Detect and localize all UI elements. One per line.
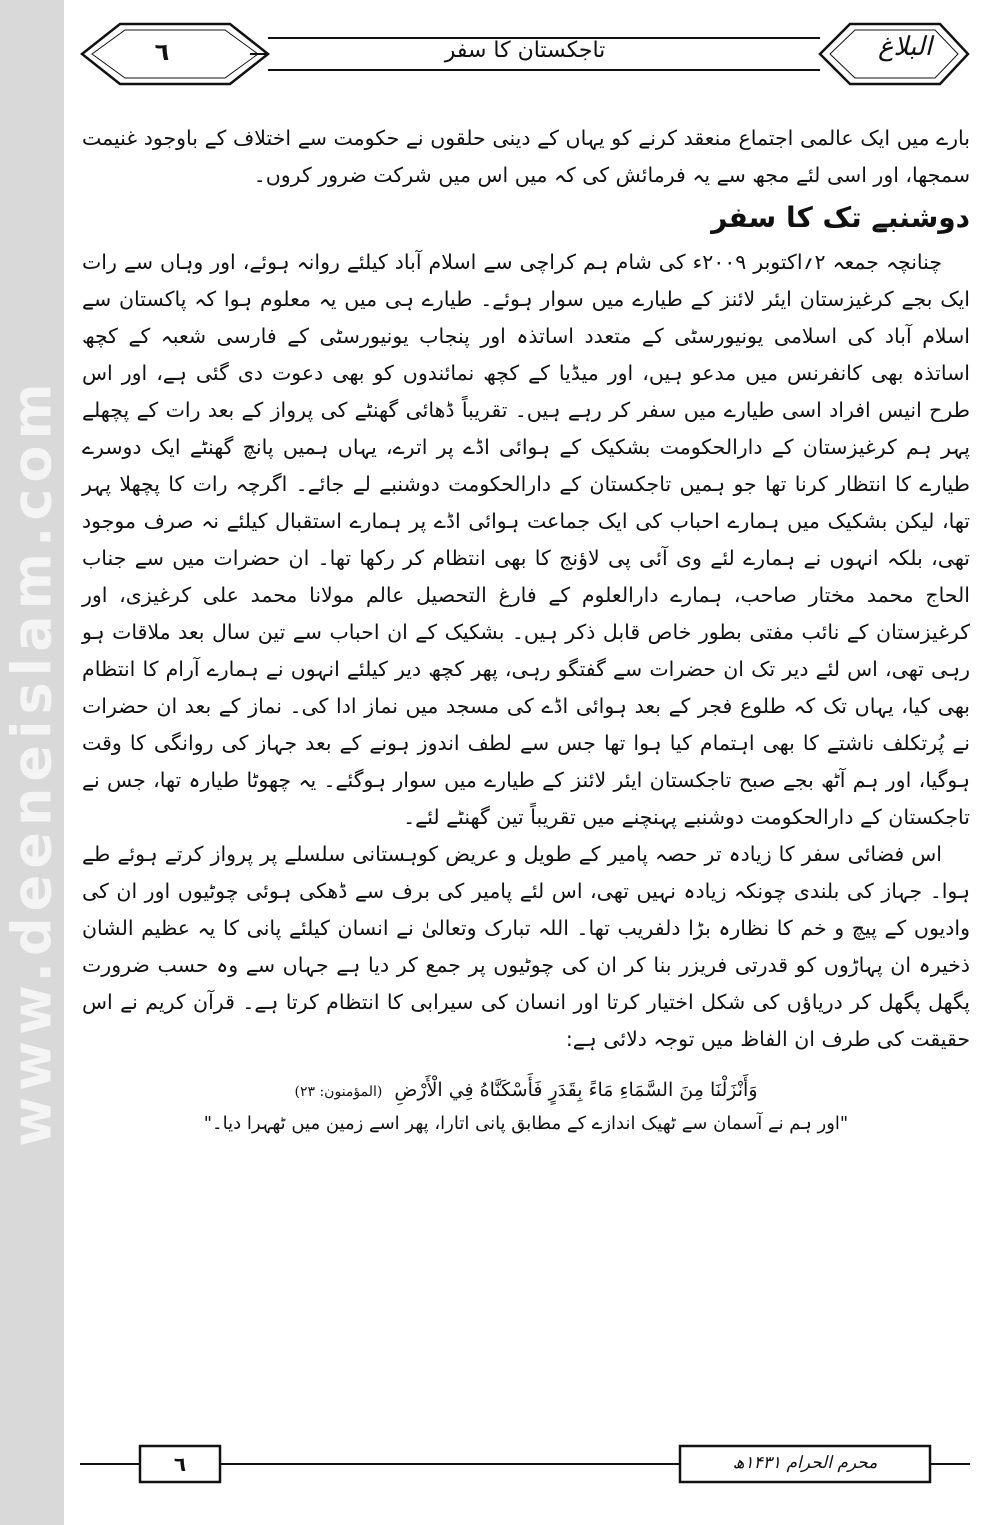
verse-reference: (المؤمنون: ۲۳) bbox=[294, 1084, 383, 1100]
article-body bbox=[82, 120, 970, 1140]
header-title: تاجکستان کا سفر bbox=[444, 38, 606, 63]
watermark-strip bbox=[0, 0, 64, 1525]
page-footer bbox=[80, 1440, 970, 1490]
verse-text: وَأَنْزَلْنَا مِنَ السَّمَاءِ مَاءً بِقَدَرٍ فَأَسْكَنَّاهُ فِي الْأَرْضِ bbox=[394, 1079, 758, 1101]
paragraph-1: بارے میں ایک عالمی اجتماع منعقد کرنے کو یہاں کے دینی حلقوں نے حکومت سے اختلاف کے باوجود غنیمت سمجھا، اور اسی لئے مجھ سے یہ فرمائش کی کہ میں اس میں شرکت ضرور کروں۔ bbox=[82, 126, 970, 187]
paragraph-2: چنانچہ جمعہ ۲؍اکتوبر ۲۰۰۹ء کی شام ہم کراچی سے اسلام آباد کیلئے روانہ ہوئے، اور وہاں سے رات ایک بجے کرغیزستان ایئر لائنز کے طیارے میں سوار ہوئے۔ طیارے ہی میں یہ معلوم ہوا کہ پاکستان سے اسلام آباد کی اسلامی یونیورسٹی کے متعدد اساتذہ اور پنجاب یونیورسٹی کے فارسی شعبہ کے کچھ اساتذہ بھی کانفرنس میں مدعو ہیں، اور میڈیا کے کچھ نمائندوں کو بھی دعوت دی گئی ہے، اور اس طرح انیس افراد اسی طیارے میں سفر کر رہے ہیں۔ تقریباً ڈھائی گھنٹے کی پرواز کے بعد رات کے پچھلے پہر ہم کرغیزستان کے دارالحکومت بشکیک کے ہوائی اڈے پر اترے، یہاں ہمیں پانچ گھنٹے ایک دوسرے طیارے کا انتظار کرنا تھا جو ہمیں تاجکستان کے دارالحکومت دوشنبے لے جائے۔ اگرچہ رات کا پچھلا پہر تھا، لیکن بشکیک میں ہمارے احباب کی ایک جماعت ہوائی اڈے پر ہمارے استقبال کیلئے نہ صرف موجود تھی، بلکہ انہوں نے ہمارے لئے وی آئی پی لاؤنج کا بھی انتظام کر رکھا تھا۔ ان حضرات میں سے جناب الحاج محمد مختار صاحب، ہمارے دارالعلوم کے فارغ التحصیل عالم مولانا محمد علی کرغیزی، اور کرغیزستان کے نائب مفتی بطور خاص قابل ذکر ہیں۔ بشکیک کے ان احباب سے تین سال بعد ملاقات ہو رہی تھی، اس لئے دیر تک ان حضرات سے گفتگو رہی، پھر کچھ دیر کیلئے انہوں نے ہمارے آرام کا انتظام بھی کیا، یہاں تک کہ طلوع فجر کے بعد ہوائی اڈے کی مسجد میں نماز ادا کی۔ نماز کے بعد ان حضرات نے پُرتکلف ناشتے کا بھی اہتمام کیا ہوا تھا جس سے لطف اندوز ہونے کے بعد جہاز کی روانگی کا وقت ہوگیا، اور ہم آٹھ بجے صبح تاجکستان ایئر لائنز کے طیارے میں سوار ہوگئے۔ یہ چھوٹا طیارہ تھا، جس نے تاجکستان کے دارالحکومت دوشنبے پہنچنے میں تقریباً تین گھنٹے لئے۔ bbox=[82, 250, 970, 829]
magazine-logo: البلاغ bbox=[877, 32, 933, 62]
page bbox=[70, 0, 982, 1525]
watermark-text: www.deeneislam.com bbox=[0, 377, 64, 1147]
paragraph-3: اس فضائی سفر کا زیادہ تر حصہ پامیر کے طویل و عریض کوہستانی سلسلے پر پرواز کرتے ہوئے طے ہوا۔ جہاز کی بلندی چونکہ زیادہ نہیں تھی، اس لئے پامیر کی برف سے ڈھکی ہوئی چوٹیوں اور ان کی وادیوں کے پیچ و خم کا نظارہ بڑا دلفریب تھا۔ اللہ تبارک وتعالیٰ نے انسان کیلئے پانی کا یہ عظیم الشان ذخیرہ ان پہاڑوں کو قدرتی فریزر بنا کر ان کی چوٹیوں پر جمع کر دیا ہے جہاں سے وہ حسب ضرورت پگھل پگھل کر دریاؤں کی شکل اختیار کرتا اور انسان کی سیرابی کا انتظام کرتا ہے۔ قرآن کریم نے اس حقیقت کی طرف ان الفاظ میں توجہ دلائی ہے: bbox=[82, 842, 970, 1051]
footer-date: محرم الحرام ۱۴۳۱ھ bbox=[732, 1453, 878, 1473]
page-header bbox=[80, 18, 970, 90]
verse-translation: "اور ہم نے آسمان سے ٹھیک اندازے کے مطابق پانی اتارا، پھر اسے زمین میں ٹھہرا دیا۔" bbox=[203, 1113, 849, 1134]
quran-verse bbox=[82, 1074, 970, 1108]
header-page-number: ٦ bbox=[154, 38, 170, 66]
footer-page-number: ٦ bbox=[173, 1452, 187, 1476]
section-heading: دوشنبے تک کا سفر bbox=[711, 201, 970, 234]
